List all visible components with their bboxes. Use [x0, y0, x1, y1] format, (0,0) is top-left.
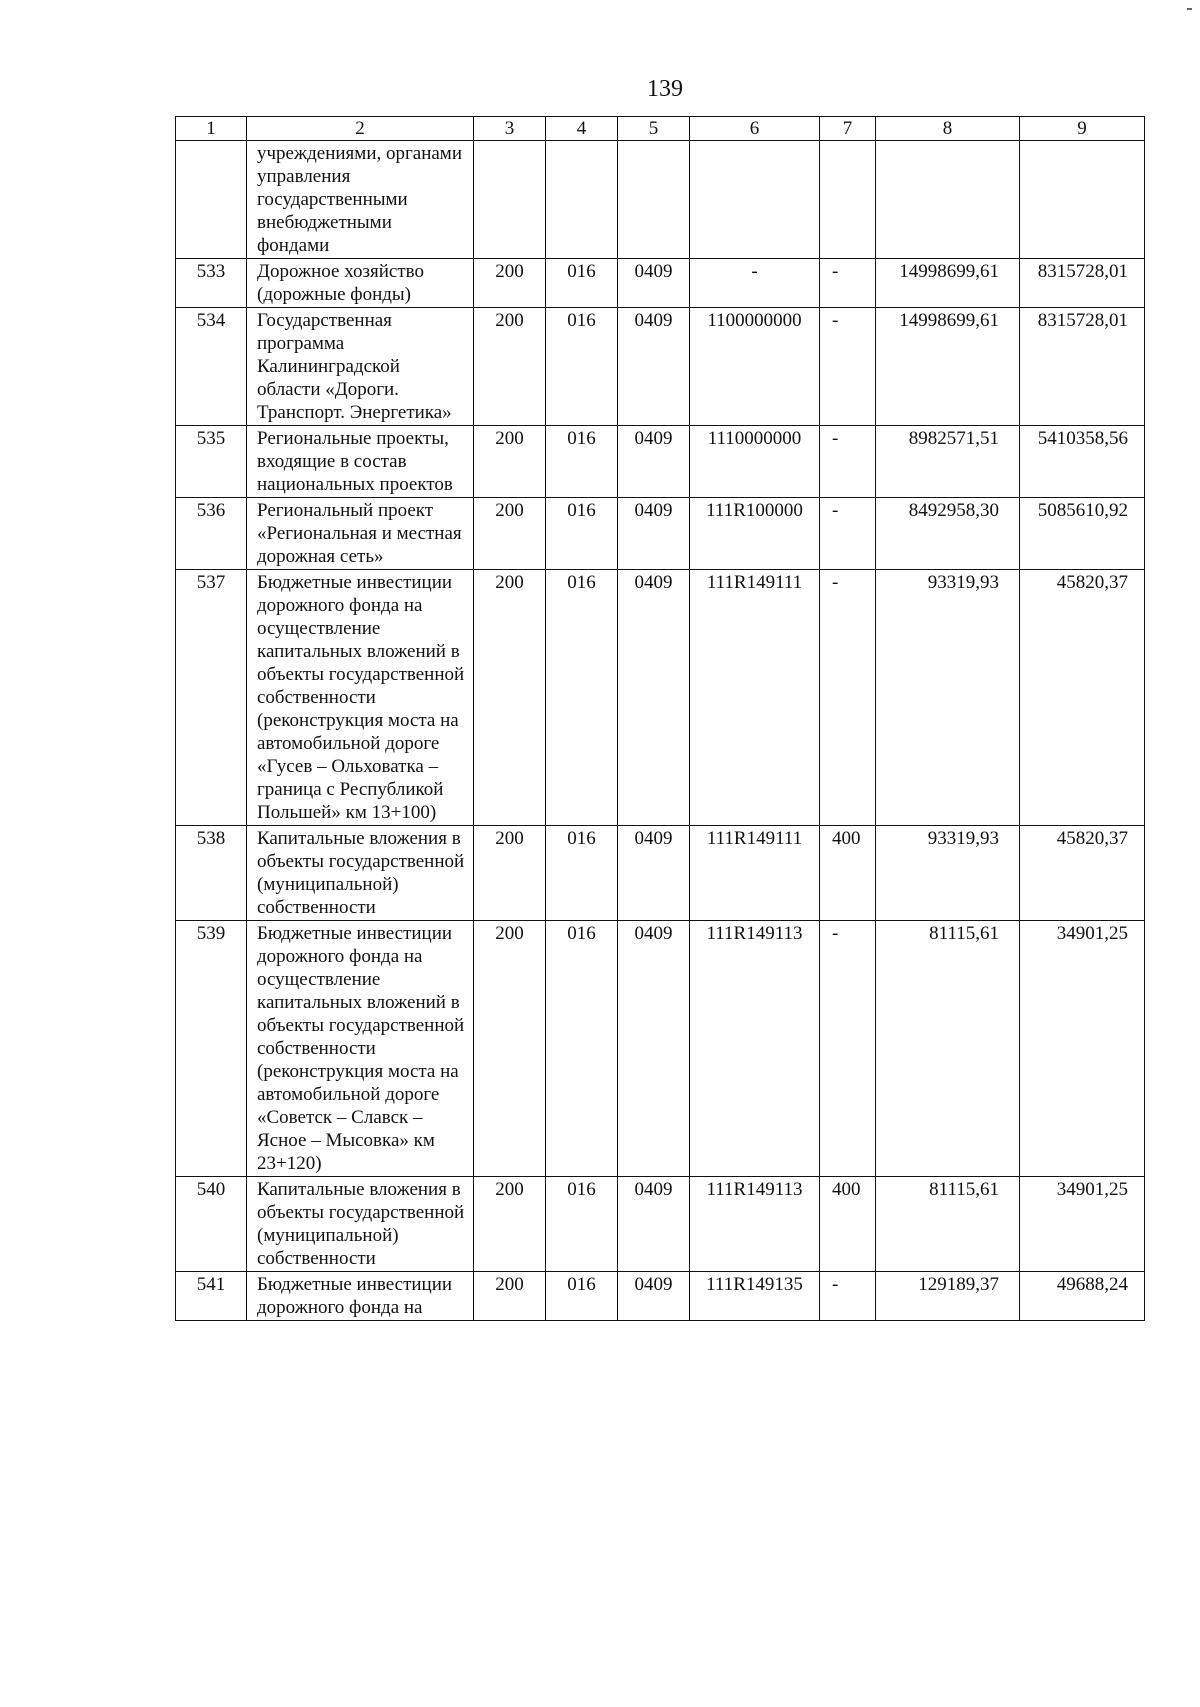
budget-table — [175, 116, 1145, 1321]
table-row — [176, 426, 1145, 498]
cell-col4: 016 — [546, 1177, 618, 1272]
cell-col6: 111R149111 — [690, 570, 820, 826]
cell-col8 — [876, 141, 1020, 259]
cell-col9: 34901,25 — [1020, 1177, 1145, 1272]
cell-col9: 8315728,01 — [1020, 259, 1145, 308]
row-name: Государственная программа Калининградской области «Дороги. Транспорт. Энергетика» — [247, 308, 474, 426]
cell-col4: 016 — [546, 426, 618, 498]
cell-col3: 200 — [474, 826, 546, 921]
header-cell: 1 — [176, 117, 247, 141]
cell-col4: 016 — [546, 1272, 618, 1321]
cell-col9: 49688,24 — [1020, 1272, 1145, 1321]
cell-col9 — [1020, 141, 1145, 259]
cell-col6: 1100000000 — [690, 308, 820, 426]
cell-col8: 14998699,61 — [876, 259, 1020, 308]
cell-col6 — [690, 141, 820, 259]
cell-col4: 016 — [546, 308, 618, 426]
scan-artifact — [1187, 8, 1192, 10]
cell-col8: 14998699,61 — [876, 308, 1020, 426]
row-name: Бюджетные инвестиции дорожного фонда на — [247, 1272, 474, 1321]
cell-col6: - — [690, 259, 820, 308]
row-name: Капитальные вложения в объекты государственной (муниципальной) собственности — [247, 1177, 474, 1272]
row-name: Бюджетные инвестиции дорожного фонда на осуществление капитальных вложений в объекты государственной собственности (реконструкция моста на автомобильной дороге «Советск – Славск – Ясное – Мысовка» км 23+120) — [247, 921, 474, 1177]
cell-col6: 111R149135 — [690, 1272, 820, 1321]
cell-col7: - — [820, 1272, 876, 1321]
cell-col4 — [546, 141, 618, 259]
cell-col7: - — [820, 570, 876, 826]
cell-col9: 8315728,01 — [1020, 308, 1145, 426]
row-name: Бюджетные инвестиции дорожного фонда на осуществление капитальных вложений в объекты государственной собственности (реконструкция моста на автомобильной дороге «Гусев – Ольховатка – граница с Республикой Польшей» км 13+100) — [247, 570, 474, 826]
cell-col3: 200 — [474, 1177, 546, 1272]
cell-col7: - — [820, 426, 876, 498]
cell-col9: 45820,37 — [1020, 826, 1145, 921]
cell-col8: 8492958,30 — [876, 498, 1020, 570]
cell-col8: 81115,61 — [876, 921, 1020, 1177]
cell-col3: 200 — [474, 570, 546, 826]
cell-col8: 8982571,51 — [876, 426, 1020, 498]
cell-col5: 0409 — [618, 1272, 690, 1321]
cell-col5: 0409 — [618, 498, 690, 570]
cell-col5: 0409 — [618, 921, 690, 1177]
cell-col7: - — [820, 921, 876, 1177]
row-number: 534 — [176, 308, 247, 426]
cell-col8: 129189,37 — [876, 1272, 1020, 1321]
page-number: 139 — [647, 76, 683, 102]
cell-col7: - — [820, 498, 876, 570]
row-name: Региональный проект «Региональная и местная дорожная сеть» — [247, 498, 474, 570]
row-number: 540 — [176, 1177, 247, 1272]
header-cell: 3 — [474, 117, 546, 141]
cell-col5: 0409 — [618, 259, 690, 308]
cell-col3: 200 — [474, 426, 546, 498]
row-number — [176, 141, 247, 259]
header-cell: 7 — [820, 117, 876, 141]
header-cell: 4 — [546, 117, 618, 141]
cell-col3: 200 — [474, 259, 546, 308]
cell-col3: 200 — [474, 1272, 546, 1321]
row-name: Региональные проекты, входящие в состав национальных проектов — [247, 426, 474, 498]
cell-col6: 111R149111 — [690, 826, 820, 921]
table-row — [176, 259, 1145, 308]
cell-col5: 0409 — [618, 426, 690, 498]
header-row — [176, 117, 1145, 141]
cell-col6: 1110000000 — [690, 426, 820, 498]
cell-col5: 0409 — [618, 570, 690, 826]
cell-col3: 200 — [474, 308, 546, 426]
cell-col8: 93319,93 — [876, 570, 1020, 826]
row-number: 533 — [176, 259, 247, 308]
cell-col8: 93319,93 — [876, 826, 1020, 921]
row-number: 536 — [176, 498, 247, 570]
header-cell: 6 — [690, 117, 820, 141]
row-name: Капитальные вложения в объекты государственной (муниципальной) собственности — [247, 826, 474, 921]
cell-col3: 200 — [474, 921, 546, 1177]
cell-col4: 016 — [546, 259, 618, 308]
cell-col6: 111R149113 — [690, 1177, 820, 1272]
table-row — [176, 826, 1145, 921]
header-cell: 2 — [247, 117, 474, 141]
row-number: 538 — [176, 826, 247, 921]
header-cell: 9 — [1020, 117, 1145, 141]
table-row — [176, 1272, 1145, 1321]
cell-col3: 200 — [474, 498, 546, 570]
cell-col9: 5085610,92 — [1020, 498, 1145, 570]
cell-col9: 34901,25 — [1020, 921, 1145, 1177]
cell-col3 — [474, 141, 546, 259]
header-cell: 8 — [876, 117, 1020, 141]
cell-col5 — [618, 141, 690, 259]
row-number: 539 — [176, 921, 247, 1177]
row-name: Дорожное хозяйство (дорожные фонды) — [247, 259, 474, 308]
table-row — [176, 308, 1145, 426]
table-row — [176, 921, 1145, 1177]
cell-col5: 0409 — [618, 1177, 690, 1272]
header-cell: 5 — [618, 117, 690, 141]
cell-col7: - — [820, 259, 876, 308]
table-row — [176, 570, 1145, 826]
cell-col7: 400 — [820, 826, 876, 921]
row-number: 541 — [176, 1272, 247, 1321]
cell-col4: 016 — [546, 921, 618, 1177]
cell-col5: 0409 — [618, 308, 690, 426]
cell-col9: 45820,37 — [1020, 570, 1145, 826]
table-row — [176, 141, 1145, 259]
cell-col4: 016 — [546, 826, 618, 921]
row-number: 537 — [176, 570, 247, 826]
cell-col9: 5410358,56 — [1020, 426, 1145, 498]
cell-col6: 111R100000 — [690, 498, 820, 570]
cell-col6: 111R149113 — [690, 921, 820, 1177]
cell-col5: 0409 — [618, 826, 690, 921]
cell-col7 — [820, 141, 876, 259]
row-number: 535 — [176, 426, 247, 498]
cell-col7: 400 — [820, 1177, 876, 1272]
cell-col4: 016 — [546, 570, 618, 826]
cell-col8: 81115,61 — [876, 1177, 1020, 1272]
cell-col4: 016 — [546, 498, 618, 570]
cell-col7: - — [820, 308, 876, 426]
row-name: учреждениями, органами управления государственными внебюджетными фондами — [247, 141, 474, 259]
table-row — [176, 1177, 1145, 1272]
table-row — [176, 498, 1145, 570]
